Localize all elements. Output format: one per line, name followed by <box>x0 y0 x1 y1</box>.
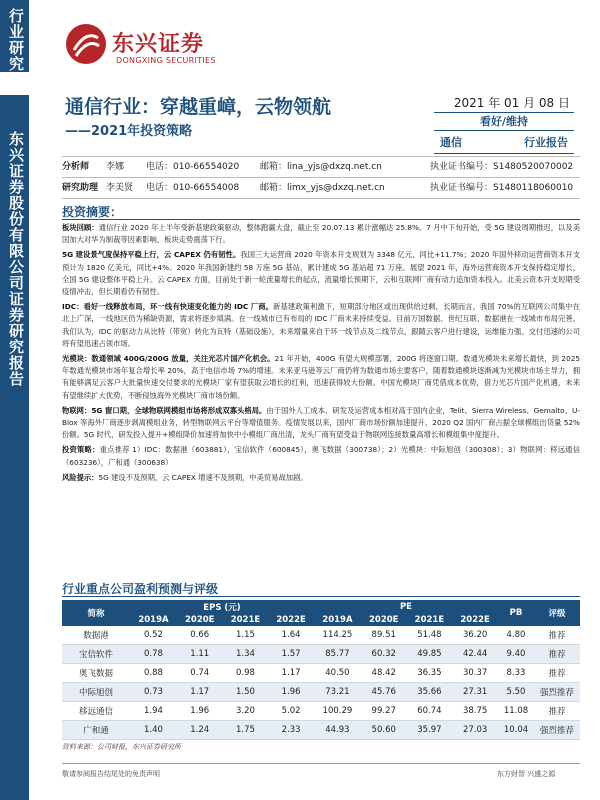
eps-cell: 0.78 <box>130 645 177 664</box>
eps-cell: 1.17 <box>177 683 223 702</box>
pb-cell: 5.50 <box>498 683 534 702</box>
analyst-name: 李娜 <box>106 162 125 172</box>
forecast-divider <box>62 596 580 597</box>
eps-cell: 5.02 <box>268 702 314 721</box>
table-row <box>62 645 580 664</box>
eps-cell: 0.73 <box>130 683 177 702</box>
forecast-table-body <box>62 626 580 740</box>
pe-cell: 49.85 <box>407 645 453 664</box>
col-header-year: 2022E <box>452 613 498 626</box>
report-type-tag: 行业报告 <box>524 136 568 149</box>
analyst-phone: 电话：010-66554020 <box>146 162 240 172</box>
forecast-table <box>62 600 580 740</box>
pe-cell: 45.76 <box>361 683 407 702</box>
pb-cell: 10.04 <box>498 721 534 740</box>
abstract-paragraph <box>62 301 580 350</box>
pb-cell: 11.08 <box>498 702 534 721</box>
eps-cell: 1.50 <box>223 683 269 702</box>
paragraph-text: 5G 建设不及预期，云 CAPEX 增速不及预期，中美贸易战加剧。 <box>98 472 308 482</box>
company-name: 宝信软件 <box>62 645 130 664</box>
industry-tag: 通信 <box>440 136 462 149</box>
company-name: 广和通 <box>62 721 130 740</box>
sidebar-category-label: 行业研究 <box>7 8 25 72</box>
sidebar-top-band <box>0 0 29 72</box>
pe-cell: 36.20 <box>452 626 498 645</box>
eps-cell: 1.17 <box>268 664 314 683</box>
footer-slogan: 东方财智 兴盛之源 <box>497 770 556 778</box>
paragraph-text: 由于国外人工成本、研发及运营成本相对高于国内企业，Telit、Sierra Wireless、Gemalto、U-Blox 等海外厂商逐步剥离模组业务，转型物联网云平台等增值服务。疫情发展以来，国内厂商市场份额加速提升，2020 Q2 国内厂商占据全球模组出货量 52%份额。5G 时代，研发投入提升+模组降价加速将加快中小模组厂商出清，龙头厂商有望受益于物联网连接数量高增长和模组集中度提升。 <box>62 405 581 440</box>
report-tags <box>434 131 574 154</box>
pe-cell: 99.27 <box>361 702 407 721</box>
analyst-name: 李美贤 <box>106 183 134 193</box>
table-row <box>62 721 580 740</box>
sidebar-company-label: 东兴证券股份有限公司证券研究报告 <box>7 131 25 387</box>
paragraph-lead: 光模块：数通领域 400G/200G 放量，关注光芯片国产化机会。 <box>62 354 275 364</box>
pe-cell: 27.03 <box>452 721 498 740</box>
col-header-pb: PB <box>498 600 534 626</box>
sidebar <box>0 0 29 800</box>
eps-cell: 1.40 <box>130 721 177 740</box>
col-header-year: 2019A <box>314 613 361 626</box>
forecast-heading: 行业重点公司盈利预测与评级 <box>62 582 219 596</box>
analyst-role: 研究助理 <box>62 183 99 193</box>
paragraph-text: 新基建政策利激下，短期部分地区或出现供给过剩，长期而言，我国 70%的互联网公司集中在北上广深，一线地区仍为稀缺资源，需求将逐步填满。在一线城市已有布局的 IDC 厂商未来持续受益。目前万国数据、世纪互联、数据港在一线城市布局完善。我们认为，IDC 的驱动力从比特（带宽）转化为瓦特（基础设施），未来增量来自于环一线节点及二线节点，跟随云客户进行建设，运维能力强、交付迅速的公司将有望迅速占领市场。 <box>62 302 580 348</box>
rating-cell: 推荐 <box>534 702 580 721</box>
pe-cell: 51.48 <box>407 626 453 645</box>
table-source-note: 资料来源：公司财报，东兴证券研究所 <box>62 743 181 751</box>
pe-cell: 73.21 <box>314 683 361 702</box>
analyst-row <box>62 156 580 177</box>
table-row <box>62 664 580 683</box>
pe-cell: 27.31 <box>452 683 498 702</box>
col-header-eps: EPS (元) <box>130 600 314 613</box>
paragraph-lead: 风险提示： <box>62 472 99 482</box>
col-header-pe: PE <box>314 600 498 613</box>
report-date: 2021 年 01 月 08 日 <box>434 92 574 113</box>
company-name: 中际旭创 <box>62 683 130 702</box>
table-row <box>62 702 580 721</box>
eps-cell: 1.57 <box>268 645 314 664</box>
sidebar-bottom-band <box>0 95 29 800</box>
col-header-name: 简称 <box>62 600 130 626</box>
pe-cell: 100.29 <box>314 702 361 721</box>
pe-cell: 60.32 <box>361 645 407 664</box>
pb-cell: 8.33 <box>498 664 534 683</box>
company-logo <box>66 24 226 74</box>
eps-cell: 1.34 <box>223 645 269 664</box>
paragraph-text: 重点推荐 1）IDC：数据港（603881），宝信软件（600845），奥飞数据（300738）；2）光模块：中际旭创（300308）；3）物联网：移远通信（603236），广和通（300638） <box>62 445 580 467</box>
paragraph-lead: 投资策略： <box>62 445 100 455</box>
paragraph-lead: 物联网：5G 窗口期，全球物联网模组市场将形成双寡头格局。 <box>62 405 267 415</box>
pe-cell: 35.97 <box>407 721 453 740</box>
industry-rating: 看好/维持 <box>434 113 574 131</box>
col-header-rating: 评级 <box>534 600 580 626</box>
company-name: 移远通信 <box>62 702 130 721</box>
analyst-role: 分析师 <box>62 162 90 172</box>
pe-cell: 35.66 <box>407 683 453 702</box>
abstract-body <box>62 222 580 487</box>
eps-cell: 0.88 <box>130 664 177 683</box>
eps-cell: 1.11 <box>177 645 223 664</box>
eps-cell: 3.20 <box>223 702 269 721</box>
pe-cell: 50.60 <box>361 721 407 740</box>
analyst-table <box>62 156 580 199</box>
abstract-divider <box>62 219 580 220</box>
logo-name-en: DONGXING SECURITIES <box>116 56 216 65</box>
report-meta-box <box>434 92 574 154</box>
eps-cell: 1.96 <box>268 683 314 702</box>
eps-cell: 0.66 <box>177 626 223 645</box>
pe-cell: 36.35 <box>407 664 453 683</box>
table-row <box>62 626 580 645</box>
rating-cell: 强烈推荐 <box>534 721 580 740</box>
pe-cell: 30.37 <box>452 664 498 683</box>
paragraph-lead: IDC：看好一线释放布局，环一线有快速变化能力的 IDC 厂商。 <box>62 302 274 312</box>
abstract-heading: 投资摘要： <box>62 205 123 219</box>
abstract-paragraph <box>62 444 580 468</box>
rating-cell: 强烈推荐 <box>534 683 580 702</box>
paragraph-lead: 板块回顾： <box>62 223 99 232</box>
logo-name-cn: 东兴证券 <box>112 32 205 57</box>
eps-cell: 0.52 <box>130 626 177 645</box>
eps-cell: 2.33 <box>268 721 314 740</box>
analyst-phone: 电话：010-66554008 <box>146 183 240 193</box>
pe-cell: 44.93 <box>314 721 361 740</box>
company-name: 奥飞数据 <box>62 664 130 683</box>
rating-cell: 推荐 <box>534 664 580 683</box>
col-header-year: 2020E <box>361 613 407 626</box>
pe-cell: 114.25 <box>314 626 361 645</box>
abstract-paragraph <box>62 249 580 298</box>
pe-cell: 40.50 <box>314 664 361 683</box>
col-header-year: 2021E <box>407 613 453 626</box>
eps-cell: 1.94 <box>130 702 177 721</box>
analyst-row <box>62 177 580 199</box>
abstract-paragraph <box>62 405 580 442</box>
pb-cell: 4.80 <box>498 626 534 645</box>
analyst-cert: 执业证书编号：S1480118060010 <box>430 183 574 193</box>
eps-cell: 1.96 <box>177 702 223 721</box>
pe-cell: 89.51 <box>361 626 407 645</box>
eps-cell: 1.75 <box>223 721 269 740</box>
abstract-paragraph <box>62 472 580 484</box>
logo-emblem-icon <box>66 24 106 64</box>
paragraph-lead: 5G 建设景气度保持平稳上行，云 CAPEX 仍有韧性。 <box>62 250 241 260</box>
col-header-year: 2021E <box>223 613 269 626</box>
paragraph-text: 通信行业 2020 年上半年受新基建政策驱动，整体跑赢大盘，截止至 20.07.13 累计涨幅达 25.8%。7 月中下旬开始，受 5G 建设周期推迟，以及美国加大对华为制裁等因素影响，板块走势震荡下行。 <box>62 223 580 245</box>
col-header-year: 2020E <box>177 613 223 626</box>
eps-cell: 1.64 <box>268 626 314 645</box>
footer-divider <box>62 763 580 764</box>
rating-cell: 推荐 <box>534 645 580 664</box>
company-name: 数据港 <box>62 626 130 645</box>
table-row <box>62 683 580 702</box>
eps-cell: 0.98 <box>223 664 269 683</box>
rating-cell: 推荐 <box>534 626 580 645</box>
pb-cell: 9.40 <box>498 645 534 664</box>
footer-disclaimer: 敬请参阅报告结尾处的免责声明 <box>62 770 160 778</box>
abstract-paragraph <box>62 222 580 246</box>
analyst-email[interactable]: 邮箱：limx_yjs@dxzq.net.cn <box>260 183 385 193</box>
report-subtitle: ——2021年投资策略 <box>65 124 193 139</box>
pe-cell: 38.75 <box>452 702 498 721</box>
pe-cell: 60.74 <box>407 702 453 721</box>
pe-cell: 85.77 <box>314 645 361 664</box>
eps-cell: 1.24 <box>177 721 223 740</box>
paragraph-text: 我国三大运营商 2020 年资本开支规划为 3348 亿元，同比+11.7%；2020 年国外移动运营商资本开支预计为 1820 亿美元，同比+4%。2020 年我国新建约 58 万座 5G 基站，累计建成 5G 基站超 71 万座。展望 2021 年，海外运营商资本开支保持稳定增长，全国 5G 建设整体平稳上升。云 CAPEX 方面，目前处于新一轮流量增长的起点，流量增长预期下，云和互联网厂商有动力追加资本投入。北美云资本开支短期受疫情冲击，但长期看仍有韧性。 <box>62 250 580 297</box>
col-header-year: 2022E <box>268 613 314 626</box>
col-header-year: 2019A <box>130 613 177 626</box>
pe-cell: 42.44 <box>452 645 498 664</box>
abstract-paragraph <box>62 353 580 402</box>
eps-cell: 1.15 <box>223 626 269 645</box>
report-title: 通信行业：穿越重嶂，云物领航 <box>65 96 332 118</box>
analyst-cert: 执业证书编号：S1480520070002 <box>430 162 574 172</box>
eps-cell: 0.74 <box>177 664 223 683</box>
paragraph-text: 21 年开始，400G 有望大规模部署，200G 将逐窗口期。数通光模块未来增长最快，到 2025 年数通光模块市场年复合增长率 20%，高于电信市场 7%的增速。未来亚马逊等云厂商仍将为数通市场主要客户，随着数通模块逐渐减为光模块市场主导力，拥有能够满足云客户大批量快速交付要求的光模块厂家有望获取云增长的红利，迅速获得较大份额。中国光模块厂商凭借成本优势，借力光芯片国产化机遇，未来有望继续扩大优势，不断侵蚀海外光模块厂商市场份额。 <box>62 354 581 400</box>
analyst-email[interactable]: 邮箱：lina_yjs@dxzq.net.cn <box>260 162 382 172</box>
pe-cell: 48.42 <box>361 664 407 683</box>
